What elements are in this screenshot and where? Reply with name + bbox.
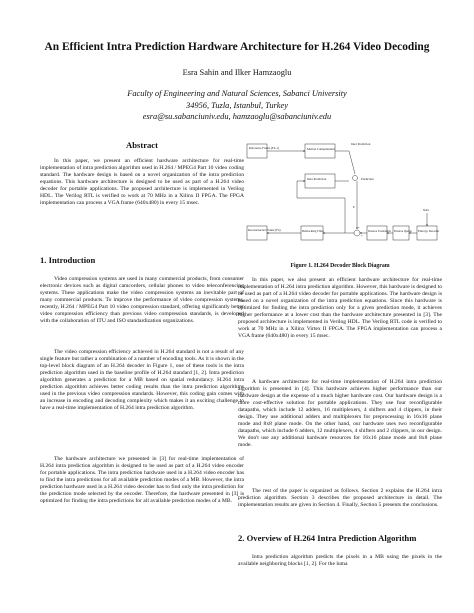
- right-paragraph-3: The rest of the paper is organized as follows. Section 2 explains the H.264 intra prediction algorithm. Section 3 describes the proposed architecture in detail. The implementation results are given in Section 4. Finally, Section 5 presents the conclusions.: [238, 488, 442, 508]
- decoder-block-diagram: [245, 138, 440, 260]
- ref-frame-label: Reference Frame (Fn-1): [249, 146, 279, 150]
- inter-label: Inter Prediction: [351, 142, 371, 146]
- plus-label-1: +: [358, 226, 360, 230]
- affiliation: [0, 88, 474, 123]
- affiliation-line-2: 34956, Tuzla, Istanbul, Turkey: [186, 100, 288, 110]
- affiliation-emails: esra@su.sabanciuniv.edu, hamzaoglu@sabanciuniv.edu: [142, 112, 332, 122]
- paper-title: An Efficient Intra Prediction Hardware Architecture for H.264 Video Decoding: [44, 41, 430, 53]
- prediction-label: Prediction: [361, 177, 374, 181]
- abstract-heading: Abstract: [126, 140, 158, 150]
- p-label: P: [353, 205, 355, 209]
- nal-label: NAL: [423, 208, 430, 212]
- deblocking-label: Deblocking Filter: [302, 229, 324, 233]
- introduction-paragraph-2: The video compression efficiency achieved in H.264 standard is not a result of any single feature but rather a combination of a number of encoding tools. As it is shown in the top-level block diagram of an H.264 decoder in Figure 1, one of these tools is the intra prediction algorithm used in the baseline profile of H.264 standard [1, 2]. Intra prediction algorithm generates a prediction for a MB based on spatial redundancy. H.264 intra prediction algorithm achieves better coding results than the intra prediction algorithms used in the previous video compression standards. However, this coding gain comes with an increase in encoding and decoding complexity which makes it an exciting challenge to have a real-time implementation of H.264 intra prediction algorithm.: [40, 349, 244, 411]
- switch-circle: [353, 176, 358, 181]
- introduction-heading: 1. Introduction: [40, 255, 96, 265]
- overview-paragraph-1: Intra prediction algorithm predicts the pixels in a MB using the pixels in the available neighboring blocks [1, 2]. For the luma: [238, 554, 442, 567]
- figure-caption: Figure 1. H.264 Decoder Block Diagram: [290, 263, 390, 269]
- paper-authors: Esra Sahin and Ilker Hamzaoglu: [182, 68, 292, 77]
- inv-quant-label: Inverse Quant.: [394, 229, 413, 233]
- mc-label: Motion Compensation: [307, 147, 335, 151]
- right-paragraph-2: A hardware architecture for real-time implementation of H.264 intra prediction algorithm is presented in [4]. This hardware achieves higher performance than our hardware design at the expense of a much higher hardware cost. Our hardware design is a more cost-effective solution for portable applications. They use four reconfigurable datapaths, which include 12 adders, 16 multiplexers, 4 shifters and 4 clippers, in their design. They use additional adders and multiplexers for preprocessing in 16x16 plane mode and 8x8 plane mode. On the other hand, our hardware uses two reconfigurable datapaths, which include 6 adders, 12 multiplexers, 4 shifters and 2 clippers, in our design. We don't use any additional hardware resources for 16x16 plane mode and 8x8 plane mode.: [238, 379, 442, 448]
- right-paragraph-1: In this paper, we also present an efficient hardware architecture for real-time implementation of H.264 intra prediction algorithm. However, this hardware is designed to be used as part of a H.264 video decoder for portable applications. The hardware design is based on a novel organization of the intra prediction equations. Since this hardware is optimized for finding the intra prediction only for a given prediction mode, it achieves higher performance at a lower cost than the hardware architecture presented in [3]. The proposed architecture is implemented in Verilog HDL. The Verilog RTL code is verified to work at 70 MHz in a Xilinx Virtex II FPGA. The FPGA implementation can process a VGA frame (640x480) in every 15 msec.: [238, 277, 442, 339]
- inv-transform-label: Inverse Transform: [368, 229, 391, 233]
- intra-label: Intra Prediction: [307, 177, 327, 181]
- adder-circle-1: [354, 230, 360, 236]
- introduction-paragraph-3: The hardware architecture we presented in [3] for real-time implementation of H.264 intra prediction algorithm is designed to be used as part of a H.264 video encoder for portable applications. The intra prediction hardware used in a H.264 video encoder has to find the intra predictions for all available prediction modes of a MB. However, the intra prediction hardware used in a H.264 video decoder has to find only the intra prediction for the prediction mode selected by the encoder. Therefore, the hardware presented in [3] is optimized for finding the intra predictions for all available prediction modes of a MB.: [40, 456, 244, 504]
- introduction-paragraph-1: Video compression systems are used in many commercial products, from consumer electronic devices such as digital camcorders, cellular phones to video teleconferencing systems. These applications make the video compression systems an inevitable part of many commercial products. To improve the performance of video compression systems, recently, H.264 / MPEG4 Part 10 video compression standard, offering significantly better video compression efficiency than previous video compression standards, is developed with the collaboration of ITU and ISO standardization organizations.: [40, 276, 244, 324]
- recon-frame-label: Reconstructed Frame (Fn): [248, 228, 281, 232]
- abstract-text: In this paper, we present an efficient hardware architecture for real-time implementation of intra prediction algorithm used in H.264 / MPEG4 Part 10 video coding standard. The hardware design is based on a novel organization of the intra prediction equations. This hardware architecture is designed to be used as part of a H.264 video decoder for portable applications. The proposed architecture is implemented in Verilog HDL. The Verilog RTL is verified to work at 70 MHz in a Xilinx II FPGA. The FPGA implementation can process a VGA frame (640x480) in every 15 msec.: [40, 158, 244, 206]
- overview-heading: 2. Overview of H.264 Intra Prediction Algorithm: [238, 533, 417, 543]
- plus-label-2: +: [361, 234, 363, 238]
- affiliation-line-1: Faculty of Engineering and Natural Sciences, Sabanci University: [127, 89, 347, 98]
- entropy-label: Entropy Decoder: [418, 229, 440, 233]
